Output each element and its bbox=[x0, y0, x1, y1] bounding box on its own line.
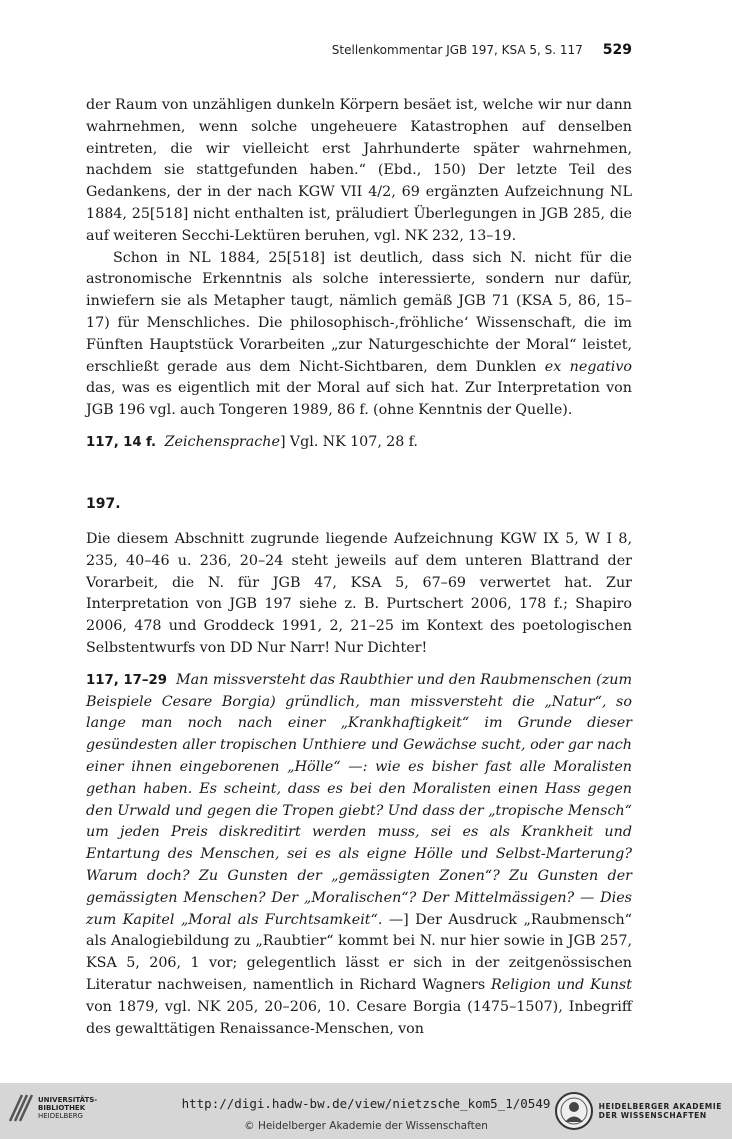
section-number: 197. bbox=[86, 496, 121, 512]
lemma-reference: 117, 14 f. bbox=[86, 434, 157, 450]
lemma-text: Zeichensprache bbox=[164, 433, 280, 450]
emphasis: ex negativo bbox=[544, 358, 632, 375]
lemma-reference: 117, 17–29 bbox=[86, 672, 168, 688]
paragraph: Die diesem Abschnitt zugrunde liegende Aufzeichnung KGW IX 5, W I 8, 235, 40–46 u. 236, 20–24 steht jeweils auf dem unteren Blattrand der Vorarbeit, die N. für JGB 47, KSA 5, 67–69 verwertet hat. Zur Interpretation von JGB 197 siehe z. B. Purtschert 2006, 178 f.; Shapiro 2006, 478 und Groddeck 1991, 2, 21–25 im Kontext des poetologischen Selbstentwurfs von DD Nur Narr! Nur Dichter! bbox=[86, 531, 632, 656]
lemma-entry: 117, 17–29 Man missversteht das Raubthier und den Raubmenschen (zum Beispiele Cesare Borgia) gründlich, man missversteht die „Natur“, so lange man noch nach einer „Krankhaftigkeit“ im Grunde dieser gesündesten aller tropischen Unthiere und Gewächse sucht, oder gar nach einer ihnen eingeborenen „Hölle“ —: wie es bisher fast alle Moralisten gethan haben. Es scheint, dass es bei den Moralisten einen Hass gegen den Urwald und gegen die Tropen giebt? Und dass der „tropische Mensch“ um jeden Preis diskreditirt werden muss, sei es als Krankheit und Entartung des Menschen, sei es als eigne Hölle und Selbst-Marterung? Warum doch? Zu Gunsten der „gemässigten Zonen“? Zu Gunsten der gemässigten Menschen? Der „Moralischen“? Der Mittelmässigen? — Dies zum Kapitel „Moral als Furchtsamkeit“. —] Der Ausdruck „Raubmensch“ als Analogiebildung zu „Raubtier“ kommt bei N. nur hier sowie in JGB 257, KSA 5, 206, 1 vor; gelegentlich lässt er sich in der zeitgenössischen Literatur nachweisen, namentlich in Richard Wagners Religion und Kunst von 1879, vgl. NK 205, 20–206, 10. Cesare Borgia (1475–1507), Inbegriff des gewalttätigen Renaissance-Menschen, von bbox=[86, 671, 632, 1037]
lemma-entry: 117, 14 f. Zeichensprache] Vgl. NK 107, 28 f. bbox=[86, 433, 418, 450]
commentary-block-2 bbox=[86, 529, 632, 1040]
paragraph: Schon in NL 1884, 25[518] ist deutlich, dass sich N. nicht für die astronomische Erkenntnis als solche interessierte, sondern nur dafür, inwiefern sie als Metapher taugt, nämlich gemäß JGB 71 (KSA 5, 86, 15–17) für Menschliches. Die philosophisch-‚fröhliche‘ Wissenschaft, die im Fünften Hauptstück Vorarbeiten „zur Naturgeschichte der Moral“ leistet, erschließt gerade aus dem Nicht-Sichtbaren, dem Dunklen ex negativo das, was es eigentlich mit der Moral auf sich hat. Zur Interpretation von JGB 196 vgl. auch Tongeren 1989, 86 f. (ohne Kenntnis der Quelle). bbox=[86, 249, 632, 419]
permalink-url[interactable]: http://digi.hadw-bw.de/view/nietzsche_kom5_1/0549 bbox=[181, 1096, 551, 1111]
emphasis: Religion und Kunst bbox=[491, 976, 632, 993]
hadw-logo: HEIDELBERGER AKADEMIE DER WISSENSCHAFTEN bbox=[554, 1091, 722, 1131]
footer-bar bbox=[0, 1083, 732, 1139]
copyright-notice: © Heidelberger Akademie der Wissenschaften bbox=[244, 1120, 488, 1132]
page-header bbox=[86, 42, 632, 58]
running-head: Stellenkommentar JGB 197, KSA 5, S. 117 bbox=[331, 43, 583, 57]
ub-heidelberg-logo: UNIVERSITÄTS- BIBLIOTHEK HEIDELBERG bbox=[8, 1093, 97, 1123]
page-number: 529 bbox=[602, 42, 632, 58]
commentary-block-1 bbox=[86, 95, 632, 454]
lemma-text: Man missversteht das Raubthier und den Raubmenschen (zum Beispiele Cesare Borgia) gründlich, man missversteht die „Natur“, so lange man noch nach einer „Krankhaftigkeit“ im Grunde dieser gesündesten aller tropischen Unthiere und Gewächse sucht, oder gar nach einer ihnen eingeborenen „Hölle“ —: wie es bisher fast alle Moralisten gethan haben. Es scheint, dass es bei den Moralisten einen Hass gegen den Urwald und gegen die Tropen giebt? Und dass der „tropische Mensch“ um jeden Preis diskreditirt werden muss, sei es als Krankheit und Entartung des Menschen, sei es als eigne Hölle und Selbst-Marterung? Warum doch? Zu Gunsten der „gemässigten Zonen“? Zu Gunsten der gemässigten Menschen? Der „Moralischen“? Der Mittelmässigen? — Dies zum Kapitel „Moral als Furchtsamkeit“. bbox=[86, 671, 632, 928]
paragraph: der Raum von unzähligen dunkeln Körpern besäet ist, welche wir nur dann wahrnehmen, wenn solche ungeheuere Katastrophen auf denselben eintreten, die wir vielleicht erst Jahrhunderte später wahrnehmen, nachdem sie stattgefunden haben.“ (Ebd., 150) Der letzte Teil des Gedankens, der in der nach KGW VII 4/2, 69 ergänzten Aufzeichnung NL 1884, 25[518] nicht enthalten ist, präludiert Überlegungen in JGB 285, die auf weiteren Secchi-Lektüren beruhen, vgl. NK 232, 13–19. bbox=[86, 97, 632, 244]
academy-seal-icon bbox=[554, 1091, 594, 1131]
